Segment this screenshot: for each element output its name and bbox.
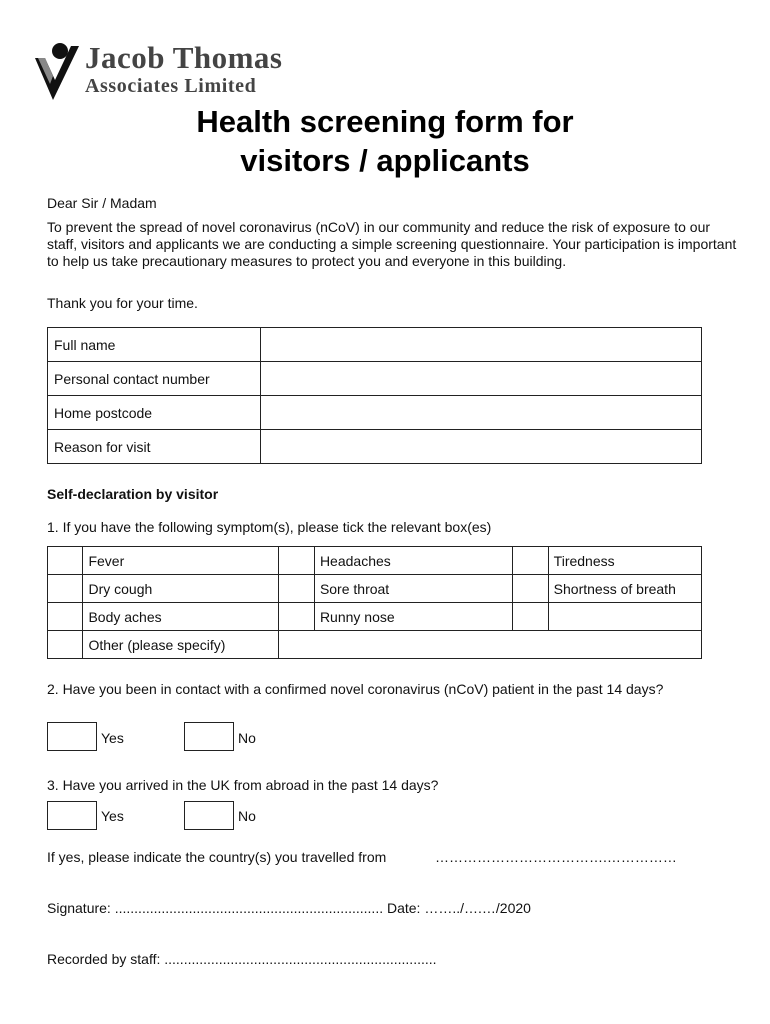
q3-no-label: No — [238, 808, 256, 824]
full-name-field[interactable] — [261, 328, 702, 362]
table-row — [48, 603, 702, 631]
contact-number-label: Personal contact number — [48, 362, 261, 396]
symptoms-table — [47, 546, 702, 659]
company-name: Jacob Thomas — [85, 40, 283, 75]
symptom-label — [548, 603, 701, 631]
countries-prompt: If yes, please indicate the country(s) you travelled from — [47, 849, 387, 865]
q2-no-label: No — [238, 730, 256, 746]
runny-nose-checkbox[interactable] — [279, 603, 314, 631]
tiredness-checkbox[interactable] — [513, 547, 548, 575]
table-row — [48, 631, 702, 659]
page-title — [0, 102, 770, 180]
intro-paragraph: To prevent the spread of novel coronavirus (nCoV) in our community and reduce the risk of exposure to our staff, visitors and applicants we are conducting a simple screening questionnaire. Your participation is important to help us take precautionary measures to protect you and everyone in this building. — [47, 219, 737, 269]
company-subtitle: Associates Limited — [85, 75, 257, 97]
symptom-label: Runny nose — [314, 603, 512, 631]
table-row — [48, 547, 702, 575]
table-row — [48, 396, 702, 430]
other-label: Other (please specify) — [83, 631, 279, 659]
symptom-label: Dry cough — [83, 575, 279, 603]
q3-no-checkbox[interactable] — [184, 801, 234, 830]
greeting: Dear Sir / Madam — [47, 195, 157, 211]
symptom-label: Fever — [83, 547, 279, 575]
thanks-text: Thank you for your time. — [47, 295, 198, 311]
other-specify-field[interactable] — [279, 631, 702, 659]
symptom-label: Body aches — [83, 603, 279, 631]
reason-for-visit-label: Reason for visit — [48, 430, 261, 464]
fever-checkbox[interactable] — [48, 547, 83, 575]
signature-date-field[interactable]: Signature: ..................................................................... Date: ……../….…/2020 — [47, 900, 531, 916]
q2-no-checkbox[interactable] — [184, 722, 234, 751]
home-postcode-field[interactable] — [261, 396, 702, 430]
table-row — [48, 430, 702, 464]
home-postcode-label: Home postcode — [48, 396, 261, 430]
q2-yes-label: Yes — [101, 730, 124, 746]
symptom-label: Tiredness — [548, 547, 701, 575]
full-name-label: Full name — [48, 328, 261, 362]
contact-number-field[interactable] — [261, 362, 702, 396]
question-3: 3. Have you arrived in the UK from abroad in the past 14 days? — [47, 777, 439, 793]
title-line-1: Health screening form for — [196, 104, 574, 139]
q2-yes-checkbox[interactable] — [47, 722, 97, 751]
table-row — [48, 328, 702, 362]
dry-cough-checkbox[interactable] — [48, 575, 83, 603]
shortness-of-breath-checkbox[interactable] — [513, 575, 548, 603]
headaches-checkbox[interactable] — [279, 547, 314, 575]
symptom-label: Headaches — [314, 547, 512, 575]
body-aches-checkbox[interactable] — [48, 603, 83, 631]
table-row — [48, 575, 702, 603]
title-line-2: visitors / applicants — [240, 143, 530, 178]
other-checkbox[interactable] — [48, 631, 83, 659]
visitor-info-table — [47, 327, 702, 464]
recorded-by-field[interactable]: Recorded by staff: ...................................................................... — [47, 951, 437, 967]
q3-yes-checkbox[interactable] — [47, 801, 97, 830]
reason-for-visit-field[interactable] — [261, 430, 702, 464]
empty-checkbox[interactable] — [513, 603, 548, 631]
question-2: 2. Have you been in contact with a confirmed novel coronavirus (nCoV) patient in the past 14 days? — [47, 681, 664, 697]
symptom-label: Shortness of breath — [548, 575, 701, 603]
question-1: 1. If you have the following symptom(s), please tick the relevant box(es) — [47, 519, 492, 535]
q3-yes-label: Yes — [101, 808, 124, 824]
self-declaration-heading: Self-declaration by visitor — [47, 486, 219, 502]
countries-field[interactable]: ……………………………….…………… — [435, 849, 677, 865]
symptom-label: Sore throat — [314, 575, 512, 603]
company-logo-icon — [33, 40, 83, 102]
sore-throat-checkbox[interactable] — [279, 575, 314, 603]
table-row — [48, 362, 702, 396]
